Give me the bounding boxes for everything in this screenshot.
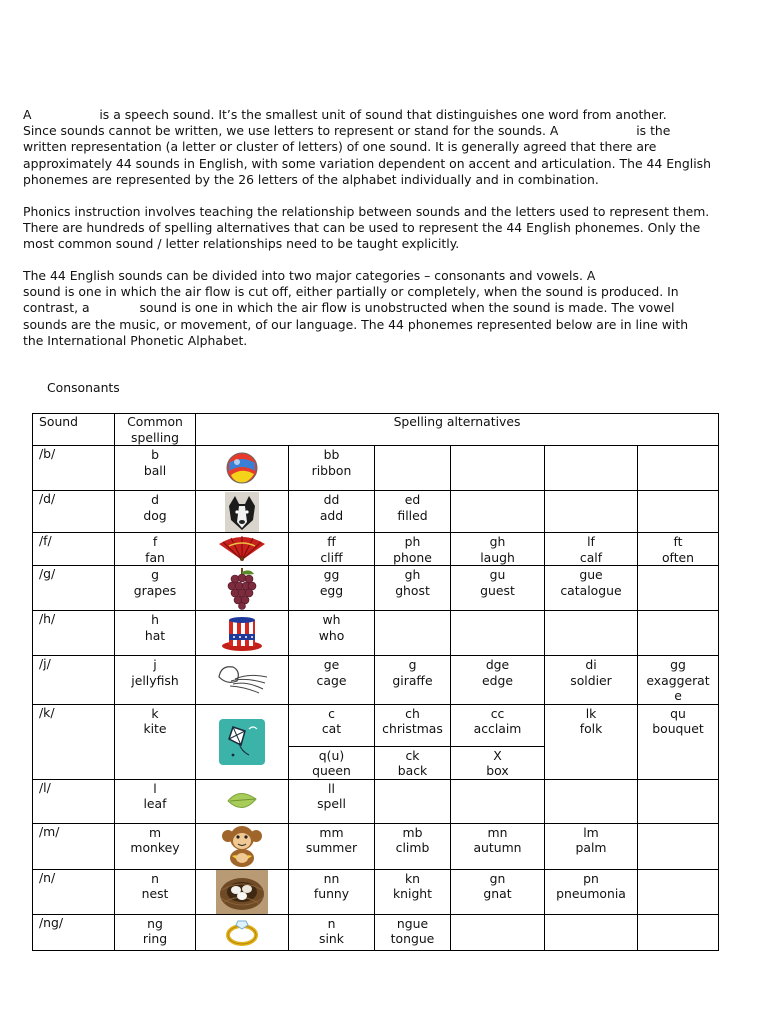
table-header-row [33,414,719,446]
example-word: monkey [130,840,180,855]
header-spelling-alternatives: Spelling alternatives [196,414,719,446]
spelling-text: gh [404,567,421,582]
common-spelling-cell [115,611,196,656]
common-spelling-cell [115,869,196,914]
spelling-alternative-cell [638,914,719,950]
spelling-alternative-cell [375,746,451,779]
example-word: guest [480,582,515,598]
spelling-text: gue [579,567,603,582]
spelling-alternative-cell [289,779,375,823]
example-word: folk [579,721,603,736]
text: the International Phonetic Alphabet. [23,332,248,348]
spelling-text: lf [587,534,595,549]
spelling-text: mb [402,824,423,840]
section-title: Consonants [47,380,120,395]
spelling-alternative-cell [638,704,719,779]
text: sound is one in which the air flow is unobstructed when the sound is made. The vowel [135,300,675,316]
spelling-alternative-cell [375,611,451,656]
text: Phonics instruction involves teaching the relationship between sounds and the letters used to represent them. [23,204,710,219]
spelling-alternative-cell [289,656,375,705]
example-word: cliff [320,549,343,565]
ball-icon [196,446,289,491]
table-row [33,566,719,611]
spelling-alternative-cell [451,656,545,705]
common-spelling-cell [115,566,196,611]
text: is the [632,123,671,139]
example-word: who [318,627,345,643]
spelling-text: ll [328,780,335,796]
example-word: egg [319,582,344,598]
sound-cell: /k/ [33,704,115,779]
table-row [33,446,719,491]
example-word: ribbon [311,462,352,478]
spelling-text: qu [670,705,686,721]
spelling-alternative-cell [545,779,638,823]
example-word: add [319,507,344,523]
example-word: e [674,688,682,703]
example-word: summer [305,840,358,855]
example-word: sink [319,931,344,946]
spelling-alternative-cell [289,533,375,566]
spelling-text: l [153,780,157,796]
spelling-alternative-cell [375,823,451,869]
spelling-text: b [151,447,159,462]
example-word: pneumonia [556,886,626,901]
example-word: gnat [483,886,512,901]
intro-paragraph-1 [23,107,723,188]
example-word: fan [145,549,165,565]
sound-cell: /j/ [33,656,115,705]
example-word: queen [312,763,351,778]
common-spelling-cell [115,823,196,869]
spelling-text: d [151,492,159,507]
spelling-text: bb [323,447,340,462]
spelling-text: h [151,612,159,627]
intro-paragraph-3 [23,268,723,349]
spelling-alternative-cell [451,704,545,746]
leaf-icon [196,779,289,823]
dog-icon [196,491,289,533]
hat-icon [196,611,289,656]
text: written representation (a letter or cluster of letters) of one sound. It is generally agreed that there are [23,139,657,155]
text: sounds are the music, or movement, of our language. The 44 phonemes represented below are in line with [23,316,689,332]
spelling-alternative-cell [545,704,638,779]
spelling-alternative-cell [289,746,375,779]
sound-cell: /ng/ [33,914,115,950]
header-common-spelling: Common spelling [115,414,196,446]
text: contrast, a [23,300,94,316]
spelling-alternative-cell [375,704,451,746]
sound-cell: /d/ [33,491,115,533]
text: approximately 44 sounds in English, with some variation dependent on accent and articulation. The 44 English [23,155,711,171]
spelling-text: ngue [396,915,429,931]
example-word: jellyfish [131,672,179,688]
spelling-text: ph [404,534,421,549]
spelling-alternative-cell [289,446,375,491]
spelling-alternative-cell [289,704,375,746]
example-word: kite [143,721,167,736]
spelling-alternative-cell [451,533,545,566]
spelling-alternative-cell [451,491,545,533]
spelling-alternative-cell [375,914,451,950]
sound-cell: /h/ [33,611,115,656]
spelling-alternative-cell [451,823,545,869]
example-word: laugh [480,549,515,565]
spelling-alternative-cell [451,611,545,656]
spelling-text: nn [323,870,340,886]
grapes-icon [196,566,289,611]
spelling-alternative-cell [451,446,545,491]
spelling-alternative-cell [545,533,638,566]
spelling-alternative-cell [545,656,638,705]
example-word: back [397,763,428,778]
spelling-text: f [152,534,158,549]
spelling-alternative-cell [375,446,451,491]
spelling-alternative-cell [375,491,451,533]
common-spelling-cell [115,491,196,533]
intro-paragraph-2 [23,204,723,253]
example-word: exaggerat [646,672,710,688]
example-word: knight [392,886,433,901]
spelling-alternative-cell [638,823,719,869]
example-word: catalogue [560,582,622,598]
sound-cell: /f/ [33,533,115,566]
spelling-text: gg [670,657,686,672]
spelling-alternative-cell [289,869,375,914]
ring-icon [196,914,289,950]
table-row [33,656,719,705]
spelling-text: g [408,657,417,672]
spelling-alternative-cell [451,566,545,611]
spelling-text: g [151,567,159,582]
common-spelling-cell [115,533,196,566]
example-word: calf [579,549,603,565]
spelling-alternative-cell [375,779,451,823]
spelling-alternative-cell [545,491,638,533]
example-word: hat [144,627,166,643]
spelling-alternative-cell [545,566,638,611]
example-word: often [661,549,695,565]
spelling-text: dd [323,492,340,507]
spelling-alternative-cell [638,779,719,823]
example-word: christmas [382,721,443,736]
spelling-alternative-cell [375,566,451,611]
text: most common sound / letter relationships need to be taught explicitly. [23,236,460,252]
spelling-text: mn [487,824,508,840]
jellyfish-icon [196,656,289,705]
spelling-text: cc [490,705,505,721]
spelling-alternative-cell [289,823,375,869]
example-word: climb [395,840,430,855]
spelling-text: wh [322,612,341,627]
example-word: soldier [570,672,612,688]
sound-cell: /n/ [33,869,115,914]
spelling-text: ff [327,534,336,549]
table-row [33,533,719,566]
spelling-text: ft [673,534,683,549]
spelling-text: gg [323,567,340,582]
sound-cell: /b/ [33,446,115,491]
spelling-alternative-cell [638,533,719,566]
spelling-alternative-cell [545,446,638,491]
example-word: nest [141,886,169,901]
common-spelling-cell [115,656,196,705]
example-word: funny [313,886,350,901]
spelling-text: gh [489,534,506,549]
spelling-text: di [585,657,597,672]
example-word: spell [317,796,346,811]
consonants-table [32,413,719,951]
spelling-text: lk [585,705,597,721]
example-word: acclaim [473,721,522,736]
spelling-text: n [151,870,159,886]
example-word: palm [575,840,607,855]
spelling-text: k [151,705,159,721]
text: A [23,107,36,122]
spelling-alternative-cell [289,611,375,656]
example-word: ghost [395,582,430,598]
fan-icon [196,533,289,566]
spelling-text: ch [405,705,420,721]
sound-cell: /m/ [33,823,115,869]
table-row [33,914,719,950]
table-row [33,704,719,746]
example-word: giraffe [392,672,433,688]
example-word: bouquet [652,721,704,736]
common-spelling-cell [115,446,196,491]
text: The 44 English sounds can be divided into two major categories – consonants and vowels. A [23,268,596,283]
common-spelling-cell [115,914,196,950]
sound-cell: /g/ [33,566,115,611]
example-word: edge [482,672,513,688]
text: sound is one in which the air flow is cut off, either partially or completely, when the sound is produced. In [23,284,679,300]
spelling-text: q(u) [318,747,345,763]
text: Since sounds cannot be written, we use letters to represent or stand for the sounds. A [23,123,563,139]
spelling-text: X [493,747,502,763]
spelling-text: c [328,705,335,721]
spelling-text: j [153,657,157,672]
spelling-alternative-cell [638,491,719,533]
spelling-alternative-cell [545,869,638,914]
example-word: filled [397,507,428,523]
table-row [33,611,719,656]
table-row [33,869,719,914]
spelling-alternative-cell [289,491,375,533]
nest-icon [196,869,289,914]
spelling-text: gn [489,870,506,886]
common-spelling-cell [115,779,196,823]
spelling-alternative-cell [638,611,719,656]
spelling-alternative-cell [545,914,638,950]
spelling-text: gu [489,567,506,582]
example-word: leaf [143,796,167,811]
spelling-text: ge [323,657,340,672]
spelling-alternative-cell [375,533,451,566]
spelling-text: kn [404,870,421,886]
table-row [33,491,719,533]
text: There are hundreds of spelling alternatives that can be used to represent the 44 English phonemes. Only the [23,220,701,236]
spelling-alternative-cell [451,869,545,914]
spelling-text: mm [319,824,344,840]
spelling-alternative-cell [638,446,719,491]
spelling-alternative-cell [289,566,375,611]
spelling-alternative-cell [638,566,719,611]
spelling-text: dge [485,657,510,672]
spelling-alternative-cell [451,746,545,779]
example-word: dog [143,507,167,523]
table-row [33,779,719,823]
spelling-text: lm [583,824,599,840]
spelling-alternative-cell [289,914,375,950]
example-word: tongue [390,931,435,946]
example-word: ball [143,462,167,478]
header-sound: Sound [33,414,115,446]
table-row [33,823,719,869]
spelling-alternative-cell [375,656,451,705]
common-spelling-cell [115,704,196,779]
spelling-alternative-cell [451,914,545,950]
spelling-alternative-cell [545,611,638,656]
spelling-text: ed [404,492,421,507]
spelling-text: n [327,915,336,931]
text: phonemes are represented by the 26 letters of the alphabet individually and in combination. [23,171,599,187]
spelling-alternative-cell [638,869,719,914]
text: is a speech sound. It’s the smallest unit of sound that distinguishes one word from another. [95,107,667,122]
sound-cell: /l/ [33,779,115,823]
example-word: ring [142,931,168,946]
spelling-alternative-cell [451,779,545,823]
example-word: grapes [133,582,177,598]
monkey-icon [196,823,289,869]
spelling-text: ck [405,747,420,763]
spelling-alternative-cell [545,823,638,869]
kite-icon [196,704,289,779]
spelling-alternative-cell [638,656,719,705]
example-word: cat [321,721,342,736]
spelling-text: pn [583,870,599,886]
example-word: box [486,763,509,778]
spelling-alternative-cell [375,869,451,914]
spelling-text: ng [147,915,163,931]
example-word: autumn [473,840,522,855]
example-word: phone [393,549,432,565]
spelling-text: m [148,824,162,840]
example-word: cage [316,672,347,688]
